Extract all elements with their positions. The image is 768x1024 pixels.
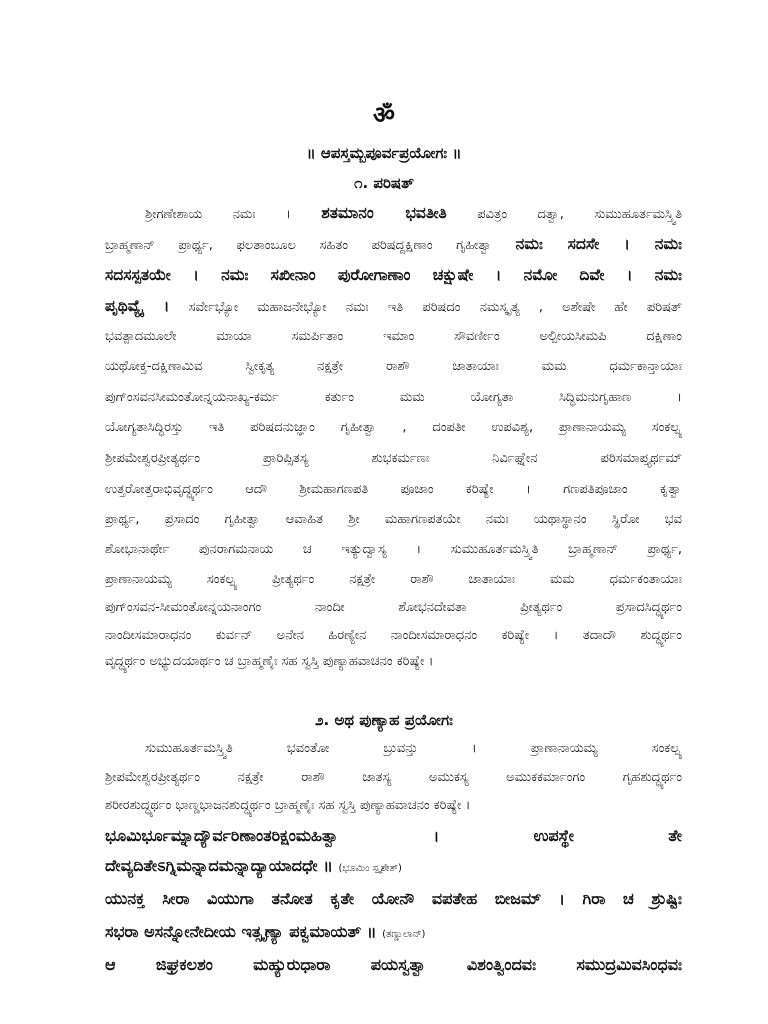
text-line [105,324,682,350]
instruction-text: ಶ್ರೀಪಮೇಶ್ವರಪ್ರೀತ್ಯರ್ಥಂ ನಕ್ಷತ್ರೇ ರಾಶೌ ಜಾತಸ್ಯ ಅಮುಕಸ್ಯ ಅಮುಕಕರ್ಮಾಂಗಂ ಗೃಹಶುದ್ಧ್ಯರ್ಥಂ [105,770,682,785]
text-line [105,567,682,593]
instruction-text: ಪ್ರಾಣಾನಾಯಮ್ಯ ಸಂಕಲ್ಪ್ಯ ಪ್ರೀತ್ಯರ್ಥಂ ನಕ್ಷತ್ರೇ ರಾಶೌ ಜಾತಾಯಾಃ ಮಮ ಧರ್ಮಕಂತಾಯಾಃ [105,572,682,587]
mantra-text: ದೇವ್ಯದಿತೇಽಗ್ನಿಮನ್ನಾದಮನ್ನಾದ್ಯಾಯಾದಧೇ ॥ [105,856,333,875]
instruction-text: ಶ್ರೀಗಣೇಶಾಯ ನಮಃ । [145,207,291,222]
mantra-text: ಶತಮಾನಂ ಭವತೀತಿ [321,204,447,222]
section-heading: ೧. ಪರಿಷತ್ [354,174,414,192]
instruction-text: ಯೋಗ್ಯತಾಸಿದ್ಧಿರಸ್ತು ಇತಿ ಪರಿಷದನುಜ್ಞಾಂ ಗೃಹೀತ್ವಾ , ದಂಪತೀ ಉಪವಿಶ್ಯ, ಪ್ರಾಣಾನಾಯಮ್ಯ ಸಂಕಲ್ಪ್ಯ [105,420,682,435]
text-line [105,446,682,472]
instruction-text: ಪುಗ್ಂಸವನ-ಸೀಮಂತೋನ್ನಯನಾಂಗಂ ನಾಂದೀ ಶೋಭನದೇವತಾ ಪ್ರೀತ್ಯರ್ಥಂ ಪ್ರಸಾದಸಿದ್ಧ್ಯರ್ಥಂ [105,600,682,615]
mantra-text: ಯುನಕ್ತ ಸೀರಾ ವಿಯುಗಾ ತನೋತ ಕೃತೇ ಯೋನೌ ವಪತೇಹ ಬೀಜಮ್ । ಗಿರಾ ಚ ಶ್ರುಷ್ಟಿಃ [105,889,682,908]
text-line [105,537,682,563]
text-line [105,231,682,257]
instruction-text: ಸರ್ವೇಭ್ಯೋ ಮಹಾಜನೇಭ್ಯೋ ನಮಃ ಇತಿ ಪರಿಷದಂ ನಮಸ್ಕೃತ್ಯ , ಅಶೇಷೇ ಹೇ ಪರಿಷತ್ [188,300,682,315]
text-line [105,507,682,533]
instruction-text: ಸುಮುಹೂರ್ತಮಸ್ತ್ವಿತಿ ಭವಂತೋ ಬ್ರುವನ್ತು । ಪ್ರಾಣಾನಾಯಮ್ಯ ಸಂಕಲ್ಪ್ಯ [145,741,682,756]
instruction-text: ಬ್ರಾಹ್ಮಣಾನ್ ಪ್ರಾರ್ಥ್ಯ, ಫಲತಾಂಬೂಲ ಸಹಿತಂ ಪರಿಷದ್ದಕ್ಷಿಣಾಂ ಗೃಹೀತ್ವಾ [105,238,493,253]
instruction-text: ನಾಂದೀಸಮಾರಾಧನಂ ಕುರ್ವನ್ ಅನೇನ ಹಿರಣ್ಯೇನ ನಾಂದೀಸಮಾರಾಧನಂ ಕರಿಷ್ಯೇ । ತದಾದೌ ಶುದ್ಧ್ಯರ್ಥಂ [105,628,682,643]
text-line [105,765,682,791]
text-line [105,950,682,980]
text-line [105,623,682,649]
instruction-note: (ತಣ್ಡುಲಾನ್) [382,929,426,940]
mantra-text: ಪೃಥಿವ್ಯೈ । [105,297,170,315]
mantra-text: ನಮಃ ಸದಸೇ । ನಮಃ [515,235,682,253]
instruction-text: ಉತ್ತರೋತ್ತರಾಭಿವೃದ್ಧ್ಯರ್ಥಂ ಆದೌ ಶ್ರೀಮಹಾಗಣಪತಿ ಪೂಜಾಂ ಕರಿಷ್ಯೇ । ಗಣಪತಿಪೂಜಾಂ ಕೃತ್ವಾ [105,482,682,497]
instruction-text: ಪ್ರಾರ್ಥ್ಯ, ಪ್ರಸಾದಂ ಗೃಹೀತ್ವಾ ಆವಾಹಿತ ಶ್ರೀ ಮಹಾಗಣಪತಯೇ ನಮಃ ಯಥಾಸ್ಥಾನಂ ಸ್ಥಿರೋ ಭವ [105,512,682,527]
instruction-text: ಪವಿತ್ರಂ ದತ್ವಾ, ಸುಮುಹೂರ್ತಮಸ್ತ್ವಿತಿ [477,207,682,222]
text-line [105,477,682,503]
section-heading: ೨. ಅಥ ಪುಣ್ಯಾಹ ಪ್ರಯೋಗಃ [315,711,453,729]
instruction-text: ಶ್ರೀಪಮೇಶ್ವರಪ್ರೀತ್ಯರ್ಥಂ ಪ್ರಾರಿಪ್ಸಿತಸ್ಯ ಶುಭಕರ್ಮಣಃ ನಿರ್ವಿಘ್ನೇನ ಪರಿಸಮಾಪ್ತ್ಯರ್ಥಮ್ [105,451,682,466]
om-symbol: ॐ [373,101,395,129]
instruction-text: ವೃದ್ಧ್ಯರ್ಥಂ ಅಭ್ಯುದಯಾರ್ಥಂ ಚ ಬ್ರಾಹ್ಮಣೈಃ ಸಹ ಸ್ವಸ್ತಿ ಪುಣ್ಯಾಹವಾಚನಂ ಕರಿಷ್ಯೇ । [105,654,434,669]
text-line [105,884,682,914]
text-line [105,917,682,947]
text-line [105,793,682,819]
text-line [105,595,682,621]
text-line [105,851,682,881]
instruction-text: ಯಥೋಕ್ತ-ದಕ್ಷಿಣಾಮಿವ ಸ್ವೀಕೃತ್ಯ ನಕ್ಷತ್ರೇ ರಾಶೌ ಜಾತಾಯಾಃ ಮಮ ಧರ್ಮಕಾನ್ತಾಯಾಃ [105,359,682,374]
mantra-text: ಆ ಜಿಘ್ರಕಲಶಂ ಮಹ್ಯುರುಧಾರಾ ಪಯಸ್ವತ್ವಾ ವಿಶಂತ್ವಿಂದವಃ ಸಮುದ್ರಮಿವಸಿಂಧವಃ [105,955,682,974]
instruction-text: ಪುಗ್ಂಸವನಸೀಮಂತೋನ್ನಯನಾಖ್ಯ-ಕರ್ಮ ಕರ್ತುಂ ಮಮ ಯೋಗ್ಯತಾ ಸಿದ್ಧಿಮನುಗೃಹಾಣ । [105,390,682,405]
text-line [105,649,682,675]
text-line [145,736,682,762]
text-line [105,821,682,851]
text-line [105,354,682,380]
instruction-text: ಶರೀರಶುದ್ಧ್ಯರ್ಥಂ ಭಾಣ್ಡಭಾಜನಶುದ್ಧ್ಯರ್ಥಂ ಬ್ರಾಹ್ಮಣೈಃ ಸಹ ಸ್ವಸ್ತಿ ಪುಣ್ಯಾಹವಾಚನಂ ಕರಿಷ್ಯೇ । [105,798,471,813]
text-line [105,262,682,288]
text-line [105,415,682,441]
text-line [105,293,682,319]
mantra-text: ಸಭರಾ ಅಸನ್ನೋನೇದೀಯ ಇತ್ಸೃಣ್ಯಾ ಪಕ್ವಮಾಯತ್ ॥ [105,922,377,941]
instruction-text: ಶೋಭಾನಾರ್ಥೇ ಪುನರಾಗಮನಾಯ ಚ ಇತ್ಯುದ್ವಾಸ್ಯ । ಸುಮುಹೂರ್ತಮಸ್ತ್ವಿತಿ ಬ್ರಾಹ್ಮಣಾನ್ ಪ್ರಾರ್ಥ್ಯ, [105,542,682,557]
instruction-note: (ಭೂಮಿಂ ಸ್ಪೃಶೇತ್) [338,863,402,874]
text-line [105,385,682,411]
mantra-text: ಭೂಮಿರ್ಭೂಮ್ನಾದ್ಯೌರ್ವರಿಣಾಂತರಿಕ್ಷಂಮಹಿತ್ವಾ । ಉಪಸ್ಥೇ ತೇ [105,826,682,845]
text-line [145,200,682,226]
instruction-text: ಭವತ್ಪಾದಮೂಲೇ ಮಾಯಾ ಸಮರ್ಪಿತಾಂ ಇಮಾಂ ಸೌವರ್ಣೀಂ ಅಲ್ಪೀಯಸೀಮಪಿ ದಕ್ಷಿಣಾಂ [105,329,682,344]
page-title: ॥ ಆಪಸ್ತಮ್ಬಪೂರ್ವಪ್ರಯೋಗಃ ॥ [306,144,462,162]
mantra-text: ಸದಸಸ್ಪತಯೇ । ನಮಃ ಸಖೀನಾಂ ಪುರೋಗಾಣಾಂ ಚಕ್ಷುಷೇ । ನಮೋ ದಿವೇ । ನಮಃ [105,266,682,284]
